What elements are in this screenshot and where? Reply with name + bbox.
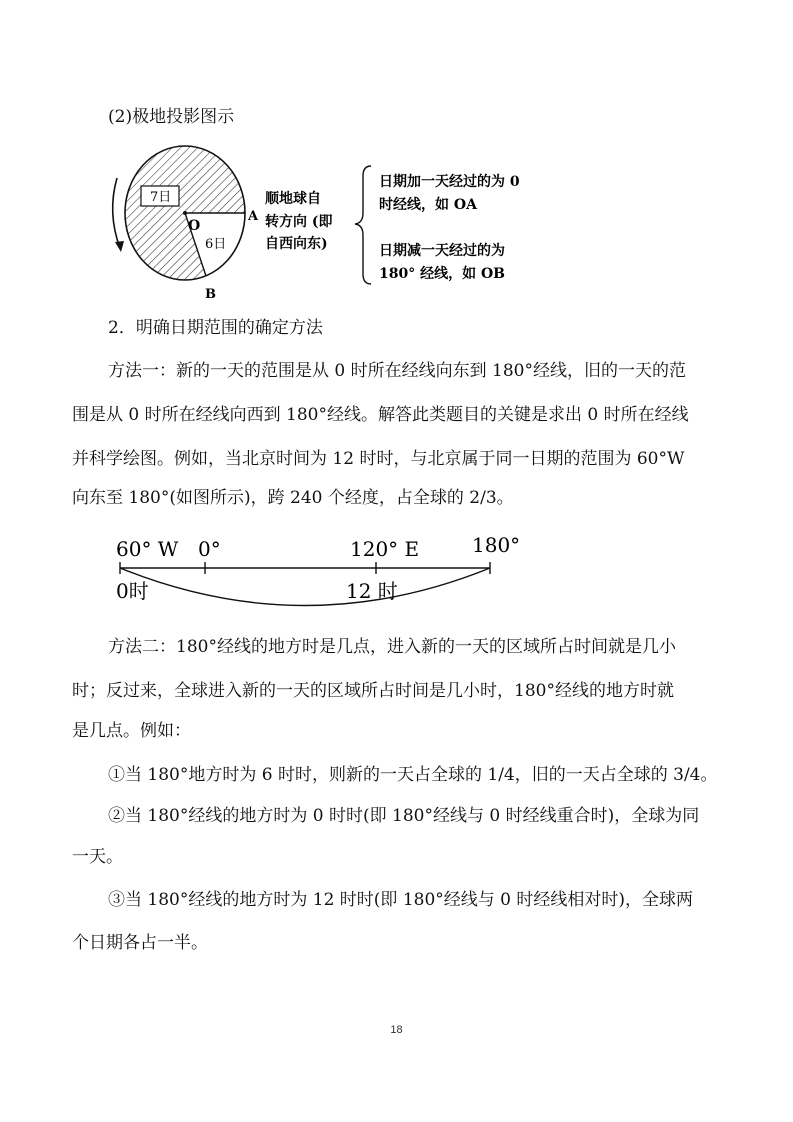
rotation-line-2: 转方向 (即 (265, 214, 333, 230)
rotation-line-3: 自西向东) (265, 236, 328, 252)
rotation-line-1: 顺地球自 (265, 191, 321, 207)
polar-projection-diagram (105, 138, 545, 303)
method1-line-1: 方法一：新的一天的范围是从 0 时所在经线向东到 180°经线，旧的一天的范 (108, 361, 686, 381)
longitude-diagram (110, 528, 530, 613)
brace-lower-line-1: 日期减一天经过的为 (379, 243, 505, 259)
curly-brace (355, 166, 371, 284)
label-0deg: 0° (198, 537, 221, 561)
method2-line-3: 是几点。例如： (72, 721, 191, 741)
label-12-hour: 12 时 (346, 579, 398, 603)
label-0-hour: 0时 (116, 579, 149, 603)
example-1: ①当 180°地方时为 6 时时，则新的一天占全球的 1/4，旧的一天占全球的 3/4。 (108, 765, 718, 785)
rotation-arrow (113, 178, 120, 248)
heading-2: 2．明确日期范围的确定方法 (108, 318, 323, 338)
method2-line-1: 方法二：180°经线的地方时是几点，进入新的一天的区域所占时间就是几小 (108, 637, 676, 657)
label-60w: 60° W (116, 537, 179, 561)
section-title: (2)极地投影图示 (108, 107, 235, 127)
brace-upper-line-1: 日期加一天经过的为 0 (379, 174, 520, 190)
rotation-arrowhead (115, 241, 124, 252)
example-2-line-2: 一天。 (72, 847, 123, 867)
method1-line-3: 并科学绘图。例如，当北京时间为 12 时时，与北京属于同一日期的范围为 60°W (72, 449, 685, 469)
brace-upper-line-2: 时经线，如 OA (379, 197, 477, 213)
point-o-label: O (188, 218, 201, 234)
day7-label: 7日 (150, 190, 172, 205)
page-number: 18 (390, 1024, 403, 1036)
method1-line-4: 向东至 180°(如图所示)，跨 240 个经度，占全球的 2/3。 (72, 488, 514, 508)
range-arc (120, 568, 490, 606)
example-2-line-1: ②当 180°经线的地方时为 0 时时(即 180°经线与 0 时经线重合时)，全球为同 (108, 806, 700, 826)
example-3-line-1: ③当 180°经线的地方时为 12 时时(即 180°经线与 0 时经线相对时)，全球两 (108, 890, 694, 910)
point-a-label: A (248, 209, 259, 224)
example-3-line-2: 个日期各占一半。 (72, 933, 208, 953)
day6-label: 6日 (205, 237, 227, 252)
brace-lower-line-2: 180° 经线，如 OB (379, 266, 505, 282)
method2-line-2: 时；反过来，全球进入新的一天的区域所占时间是几小时，180°经线的地方时就 (72, 681, 674, 701)
method1-line-2: 围是从 0 时所在经线向西到 180°经线。解答此类题目的关键是求出 0 时所在经线 (72, 405, 689, 425)
label-180: 180° (472, 533, 521, 557)
center-point (183, 211, 187, 215)
label-120e: 120° E (350, 537, 420, 561)
point-b-label: B (205, 287, 216, 302)
